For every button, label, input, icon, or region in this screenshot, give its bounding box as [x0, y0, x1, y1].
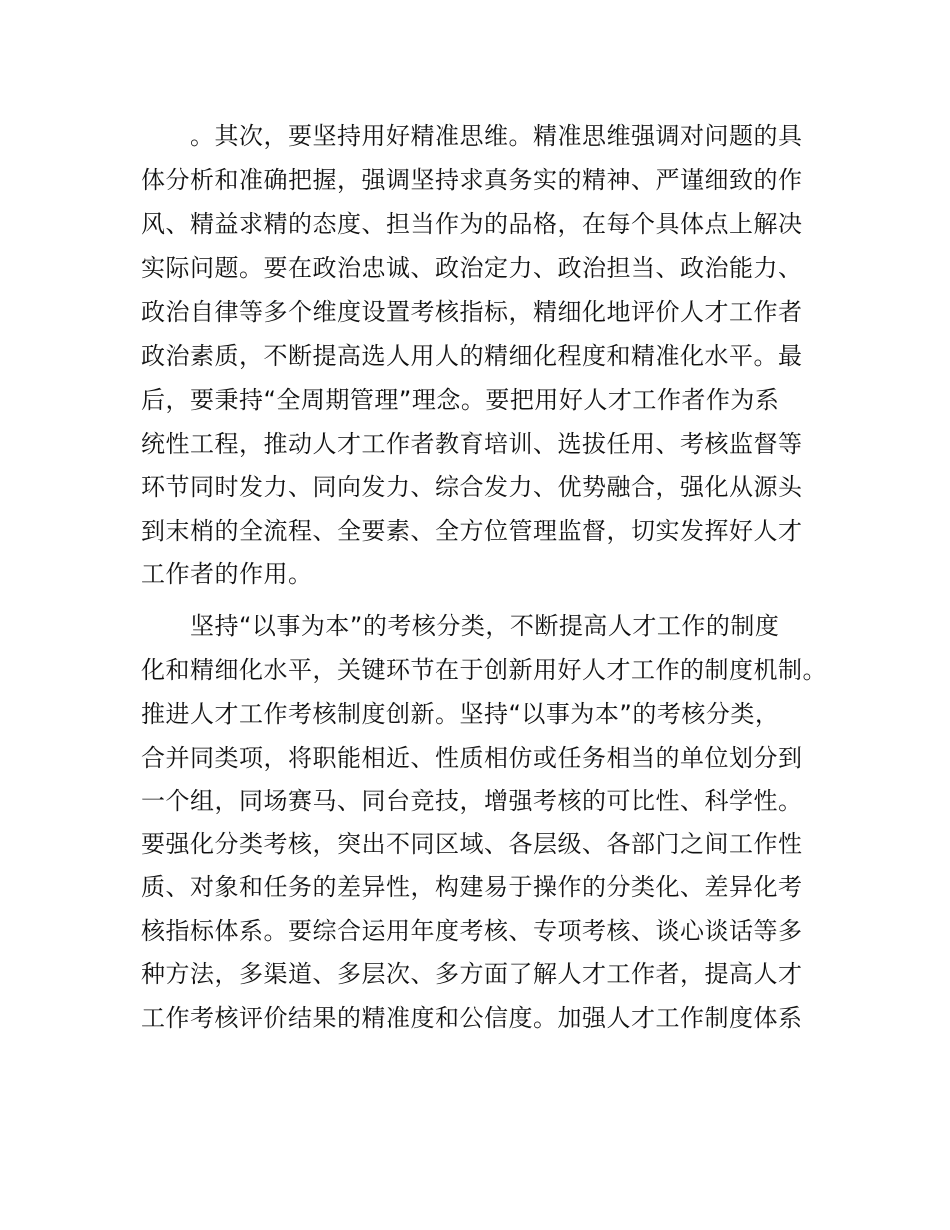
- paragraph-1-line-1: 。其次，要坚持用好精准思维。精准思维强调对问题的具: [190, 122, 803, 150]
- paragraph-1-line-10: 到末梢的全流程、全要素、全方位管理监督，切实发挥好人才: [141, 517, 803, 545]
- paragraph-2-line-3: 推进人才工作考核制度创新。坚持“以事为本”的考核分类，: [141, 700, 780, 728]
- paragraph-1-line-11: 工作者的作用。: [141, 560, 313, 588]
- paragraph-1-line-8: 统性工程，推动人才工作者教育培训、选拔任用、考核监督等: [141, 430, 803, 458]
- paragraph-2-line-5: 一个组，同场赛马、同台竞技，增强考核的可比性、科学性。: [141, 787, 803, 815]
- paragraph-2-line-7: 质、对象和任务的差异性，构建易于操作的分类化、差异化考: [141, 873, 803, 901]
- paragraph-2-line-9: 种方法，多渠道、多层次、多方面了解人才工作者，提高人才: [141, 960, 803, 988]
- paragraph-1-line-7: 后，要秉持“全周期管理”理念。要把用好人才工作者作为系: [141, 386, 780, 414]
- paragraph-2-line-1: 坚持“以事为本”的考核分类，不断提高人才工作的制度: [190, 612, 780, 640]
- paragraph-1-line-4: 实际问题。要在政治忠诚、政治定力、政治担当、政治能力、: [141, 254, 803, 282]
- paragraph-1-line-6: 政治素质，不断提高选人用人的精细化程度和精准化水平。最: [141, 342, 803, 370]
- paragraph-1-line-2: 体分析和准确把握，强调坚持求真务实的精神、严谨细致的作: [141, 166, 803, 194]
- paragraph-2-line-8: 核指标体系。要综合运用年度考核、专项考核、谈心谈话等多: [141, 917, 803, 945]
- paragraph-1-line-9: 环节同时发力、同向发力、综合发力、优势融合，强化从源头: [141, 473, 803, 501]
- paragraph-2-line-6: 要强化分类考核，突出不同区域、各层级、各部门之间工作性: [141, 830, 803, 858]
- paragraph-2-line-10: 工作考核评价结果的精准度和公信度。加强人才工作制度体系: [141, 1004, 803, 1032]
- paragraph-1-line-5: 政治自律等多个维度设置考核指标，精细化地评价人才工作者: [141, 298, 803, 326]
- paragraph-1-line-3: 风、精益求精的态度、担当作为的品格，在每个具体点上解决: [141, 210, 803, 238]
- paragraph-2-line-4: 合并同类项，将职能相近、性质相仿或任务相当的单位划分到: [141, 744, 803, 772]
- paragraph-2-line-2: 化和精细化水平，关键环节在于创新用好人才工作的制度机制。: [141, 656, 827, 684]
